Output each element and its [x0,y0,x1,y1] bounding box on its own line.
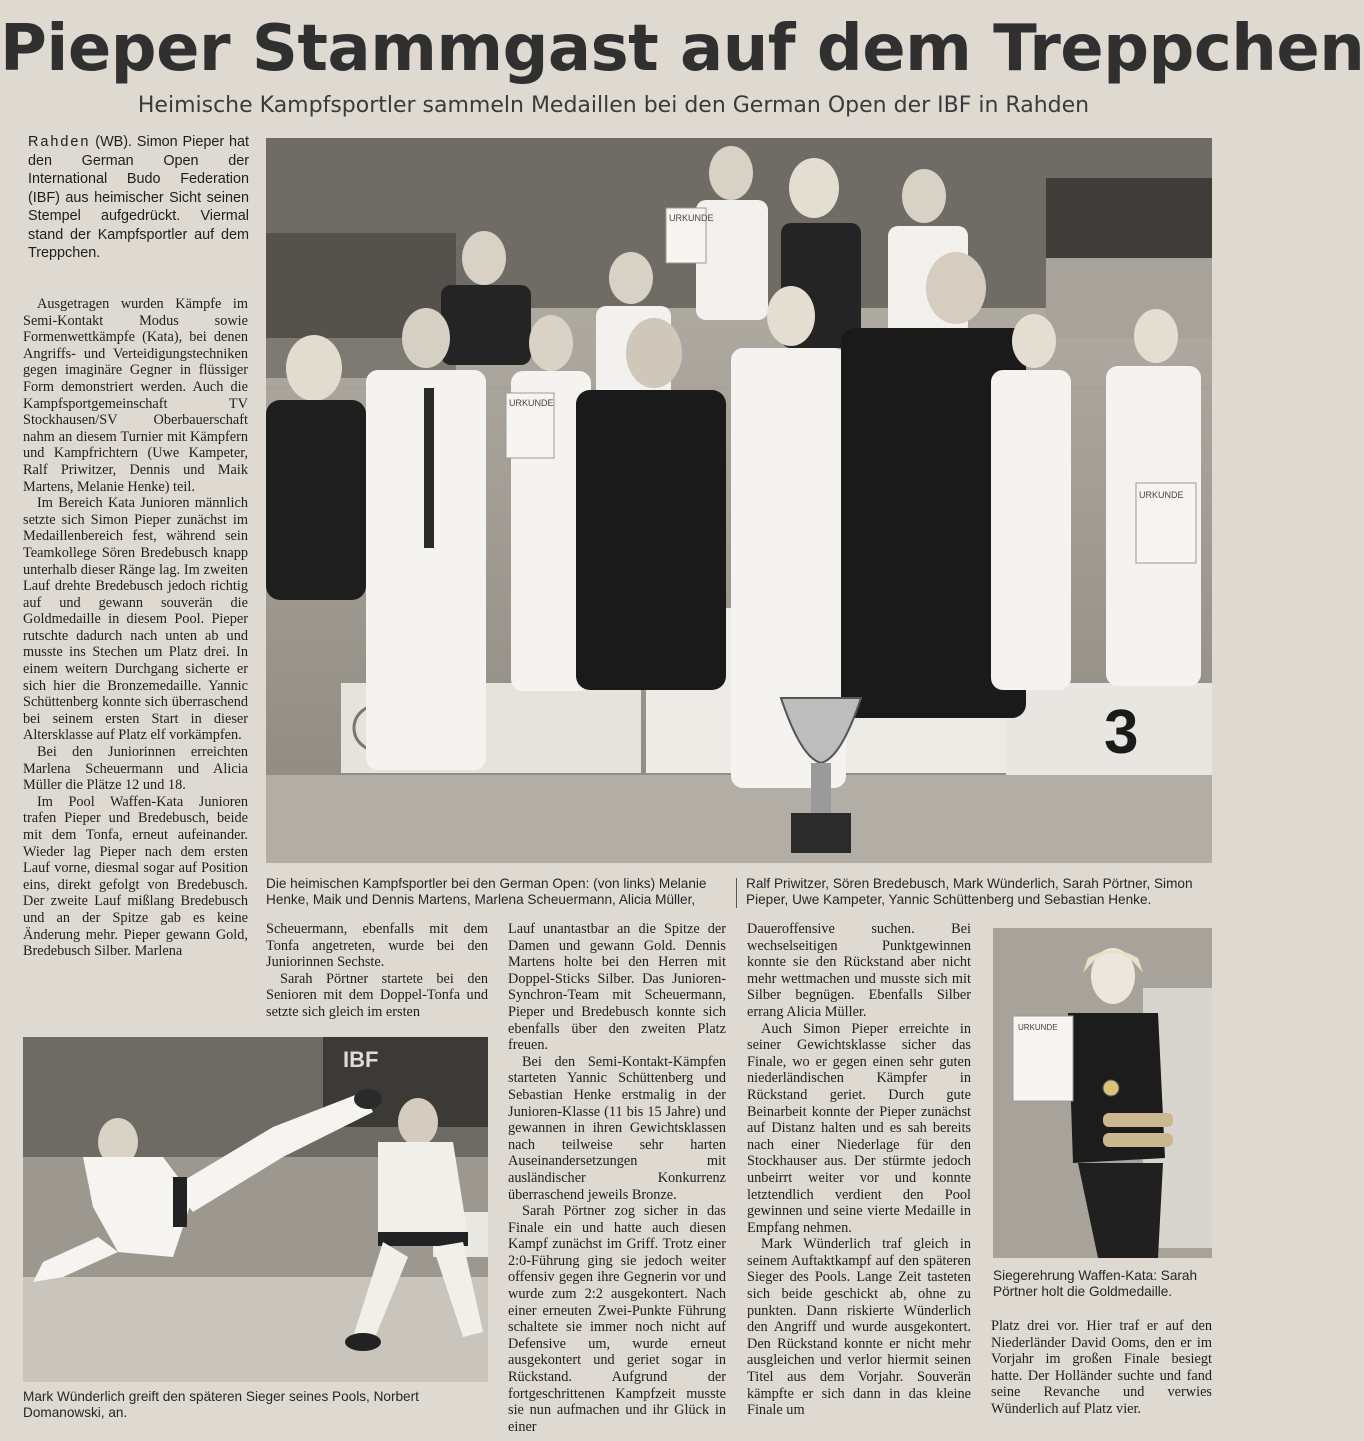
certificate-label: URKUNDE [1139,490,1184,500]
paragraph: Mark Wünderlich traf gleich in seinem Auftaktkampf auf den späteren Sieger des Pools. Lange Zeit tasteten sich beide geschickt ab, ohne zu punkten. Dann riskierte Wünderlich den Angriff und wurde ausgekontert. Den Rückstand konnte er nicht mehr ausgleichen und verlor hiermit seinen Titel aus dem Vorjahr. Souverän kämpfte er sich dann in das kleine Finale um [747,1236,971,1419]
paragraph: Scheuermann, ebenfalls mit dem Tonfa angetreten, wurde bei den Juniorinnen Sechste. [266,921,488,971]
paragraph: Bei den Juniorinnen erreichten Marlena Scheuermann und Alicia Müller die Plätze 12 und 18. [23,744,248,794]
paragraph: Sarah Pörtner startete bei den Senioren mit dem Doppel-Tonfa und setzte sich gleich im ersten [266,970,488,1020]
medal-icon [1103,1080,1119,1096]
fight-photo [23,1037,488,1382]
ceremony-photo-graphic [993,928,1212,1258]
paragraph: Platz drei vor. Hier traf er auf den Niederländer David Ooms, den er im Vorjahr im großen Finale besiegt hatte. Der Holländer suchte und fand seine Revanche und verwies Wünderlich auf Platz vier. [991,1318,1212,1417]
article-column-3 [508,921,726,1435]
lead-paragraph [28,133,249,263]
paragraph: Im Pool Waffen-Kata Junioren trafen Pieper und Bredebusch, beide mit dem Tonfa, erneut aufeinander. Wieder lag Pieper nach dem ersten Lauf vorne, diesmal sogar auf Position eins, direkt gefolgt von Bredebusch. Der zweite Lauf mißlang Bredebusch und an der Spitze gab es keine Änderung mehr. Pieper gewann Gold, Bredebusch Silber. Marlena [23,793,248,960]
team-photo-graphic [266,138,1212,863]
ceremony-photo [993,928,1212,1258]
paragraph: Im Bereich Kata Junioren männlich setzte sich Simon Pieper zunächst im Medaillenbereich fest, während sein Teamkollege Sören Bredebusch knapp unterhalb dieser Ränge lag. Im zweiten Lauf drehte Bredebusch jedoch richtig auf und gewann souverän die Goldmedaille in diesem Pool. Pieper rutschte dadurch nach unten ab und musste ins Stechen um Platz drei. In einem weitern Durchgang sicherte er sich hier die Bronzemedaille. Yannic Schüttenberg konnte sich überraschend bei seinem ersten Start in dieser Altersklasse auf Platz elf vorkämpfen. [23,495,248,744]
paragraph: Daueroffensive suchen. Bei wechselseitigen Punktgewinnen konnte sie den Rückstand aber nicht mehr wettmachen und musste sich mit Silber begnügen. Ebenfalls Silber errang Alicia Müller. [747,921,971,1020]
subheadline: Heimische Kampfsportler sammeln Medaillen bei den German Open der IBF in Rahden [137,93,1090,118]
ceremony-photo-caption: Siegerehrung Waffen-Kata: Sarah Pörtner holt die Goldmedaille. [993,1268,1198,1300]
paragraph: Auch Simon Pieper erreichte in seiner Gewichtsklasse sicher das Finale, wo er gegen einen sehr guten niederländischen Kämpfer in Rückstand geriet. Durch gute Beinarbeit konnte der Pieper zunächst auf Distanz halten und es sah bereits nach einer Niederlage für den Stockhauser aus. Der stürmte jedoch unbeirrt weiter vor und konnte letztendlich verdient den Pool gewinnen und seine vierte Medaille in Empfang nehmen. [747,1020,971,1236]
lead-text: (WB). Simon Pieper hat den German Open der International Budo Federation (IBF) aus heimischer Sicht seinen Stempel aufgedrückt. Viermal stand der Kampfsportler auf dem Treppchen. [28,134,249,261]
article-column-2 [266,921,488,1021]
headline: Pieper Stammgast auf dem Treppchen [0,12,1364,86]
certificate-label: URKUNDE [1018,1023,1058,1032]
podium-number: 3 [1104,698,1139,767]
team-photo [266,138,1212,863]
paragraph: Ausgetragen wurden Kämpfe im Semi-Kontakt Modus sowie Formenwettkämpfe (Kata), bei denen Angriffs- und Verteidigungstechniken gegen imaginäre Gegner in flüssiger Form demonstriert werden. Auch die Kampfsportgemeinschaft TV Stockhausen/SV Oberbauerschaft nahm an diesem Turnier mit Kämpfern und Kampfrichtern (Uwe Kampeter, Ralf Priwitzer, Dennis und Maik Martens, Melanie Henke) teil. [23,296,248,495]
paragraph: Sarah Pörtner zog sicher in das Finale ein und hatte auch diesen Kampf zunächst im Griff. Trotz einer 2:0-Führung ging sie jedoch weiter offensiv gegen ihre Gegnerin vor und wurde zum 2:2 ausgekontert. Nach einer erneuten Zwei-Punkte Führung schaltete sie immer noch nicht auf Defensive um, wurde erneut ausgekontert und geriet sogar in Rückstand. Aufgrund der fortgeschrittenen Kampfzeit musste sie nun aufmachen und ihr Glück in einer [508,1203,726,1435]
team-photo-caption-left: Die heimischen Kampfsportler bei den German Open: (von links) Melanie Henke, Maik und Dennis Martens, Marlena Scheuermann, Alicia Müller, [266,876,707,908]
dateline: Rahden [28,134,91,150]
caption-divider [736,878,737,908]
paragraph: Lauf unantastbar an die Spitze der Damen und gewann Gold. Dennis Martens holte bei den Herren mit Doppel-Sticks Silber. Das Junioren-Synchron-Team mit Scheuermann, Pieper und Bredebusch konnte sich ebenfalls über den zweiten Platz freuen. [508,921,726,1054]
article-column-5 [991,1318,1212,1418]
fight-photo-caption: Mark Wünderlich greift den späteren Sieger seines Pools, Norbert Domanowski, an. [23,1389,419,1421]
certificate-label: URKUNDE [509,398,554,408]
article-column-1 [23,296,248,960]
team-photo-caption-right: Ralf Priwitzer, Sören Bredebusch, Mark Wünderlich, Sarah Pörtner, Simon Pieper, Uwe Kampeter, Yannic Schüttenberg und Sebastian Henke. [746,876,1193,908]
certificate-label: URKUNDE [669,213,714,223]
paragraph: Bei den Semi-Kontakt-Kämpfen starteten Yannic Schüttenberg und Sebastian Henke erstmalig in der Junioren-Klasse (11 bis 15 Jahre) und gewannen in ihren Gewichtsklassen nach teilweise sehr harten Auseinandersetzungen mit ausländischer Konkurrenz überraschend jeweils Bronze. [508,1053,726,1203]
banner-label: IBF [343,1047,379,1072]
article-column-4 [747,921,971,1419]
fight-photo-graphic [23,1037,488,1382]
